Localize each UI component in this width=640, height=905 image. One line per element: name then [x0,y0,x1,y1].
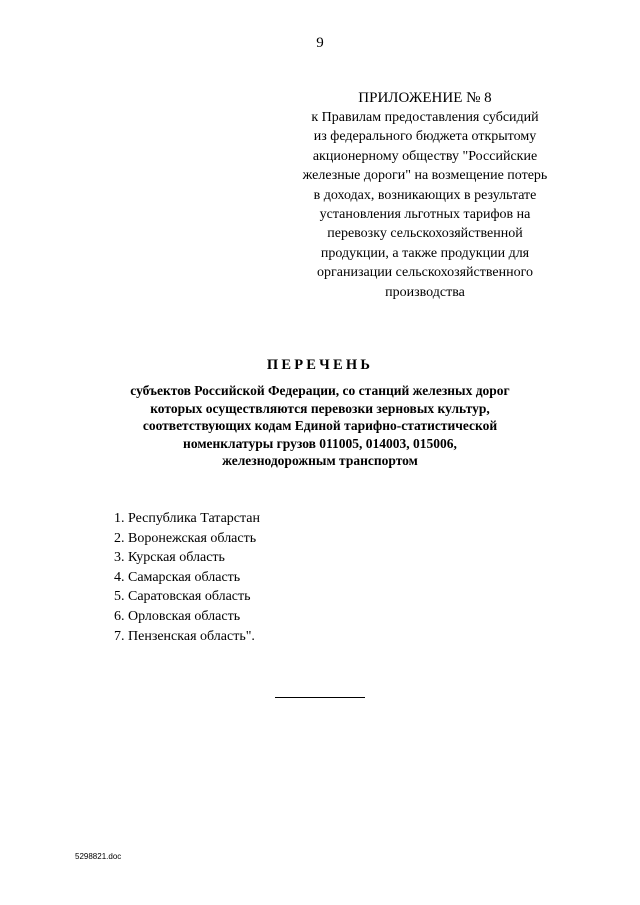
separator-line [275,697,365,698]
subtitle-line: которых осуществляются перевозки зерновых культур, [150,400,490,416]
appendix-line: установления льготных тарифов на [319,207,531,223]
appendix-line: организации сельскохозяйственного [317,265,533,281]
subtitle-line: субъектов Российской Федерации, со станций железных дорог [130,383,510,398]
list-item: 1. Республика Татарстан [114,511,261,526]
appendix-line: в доходах, возникающих в результате [313,187,537,203]
appendix-line: из федерального бюджета открытому [313,129,537,145]
appendix-line: к Правилам предоставления субсидий [311,110,539,125]
subtitle-line: железнодорожным транспортом [222,453,418,469]
page-number: 9 [316,35,324,51]
list-item: 7. Пензенская область". [114,628,255,644]
subtitle-line: соответствующих кодам Единой тарифно-статистической [142,418,498,434]
appendix-line: перевозку сельскохозяйственной [327,226,523,242]
appendix-title: ПРИЛОЖЕНИЕ № 8 [358,90,492,106]
appendix-line: продукции, а также продукции для [320,245,530,261]
list-item: 4. Самарская область [114,569,241,585]
list-item: 2. Воронежская область [114,530,257,546]
list-item: 5. Саратовская область [114,589,251,605]
appendix-line: акционерному обществу "Российские [312,148,538,164]
appendix-line: железные дороги" на возмещение потерь [302,168,548,184]
appendix-line: производства [385,284,465,300]
footer-file-name: 5298821.doc [75,852,122,861]
region-list [114,509,260,646]
list-item: 6. Орловская область [114,608,241,624]
appendix-block [290,88,560,302]
document-subtitle [90,382,550,470]
document-heading: ПЕРЕЧЕНЬ [266,357,374,373]
list-item: 3. Курская область [114,550,225,566]
subtitle-line: номенклатуры грузов 011005, 014003, 015006, [183,435,457,451]
